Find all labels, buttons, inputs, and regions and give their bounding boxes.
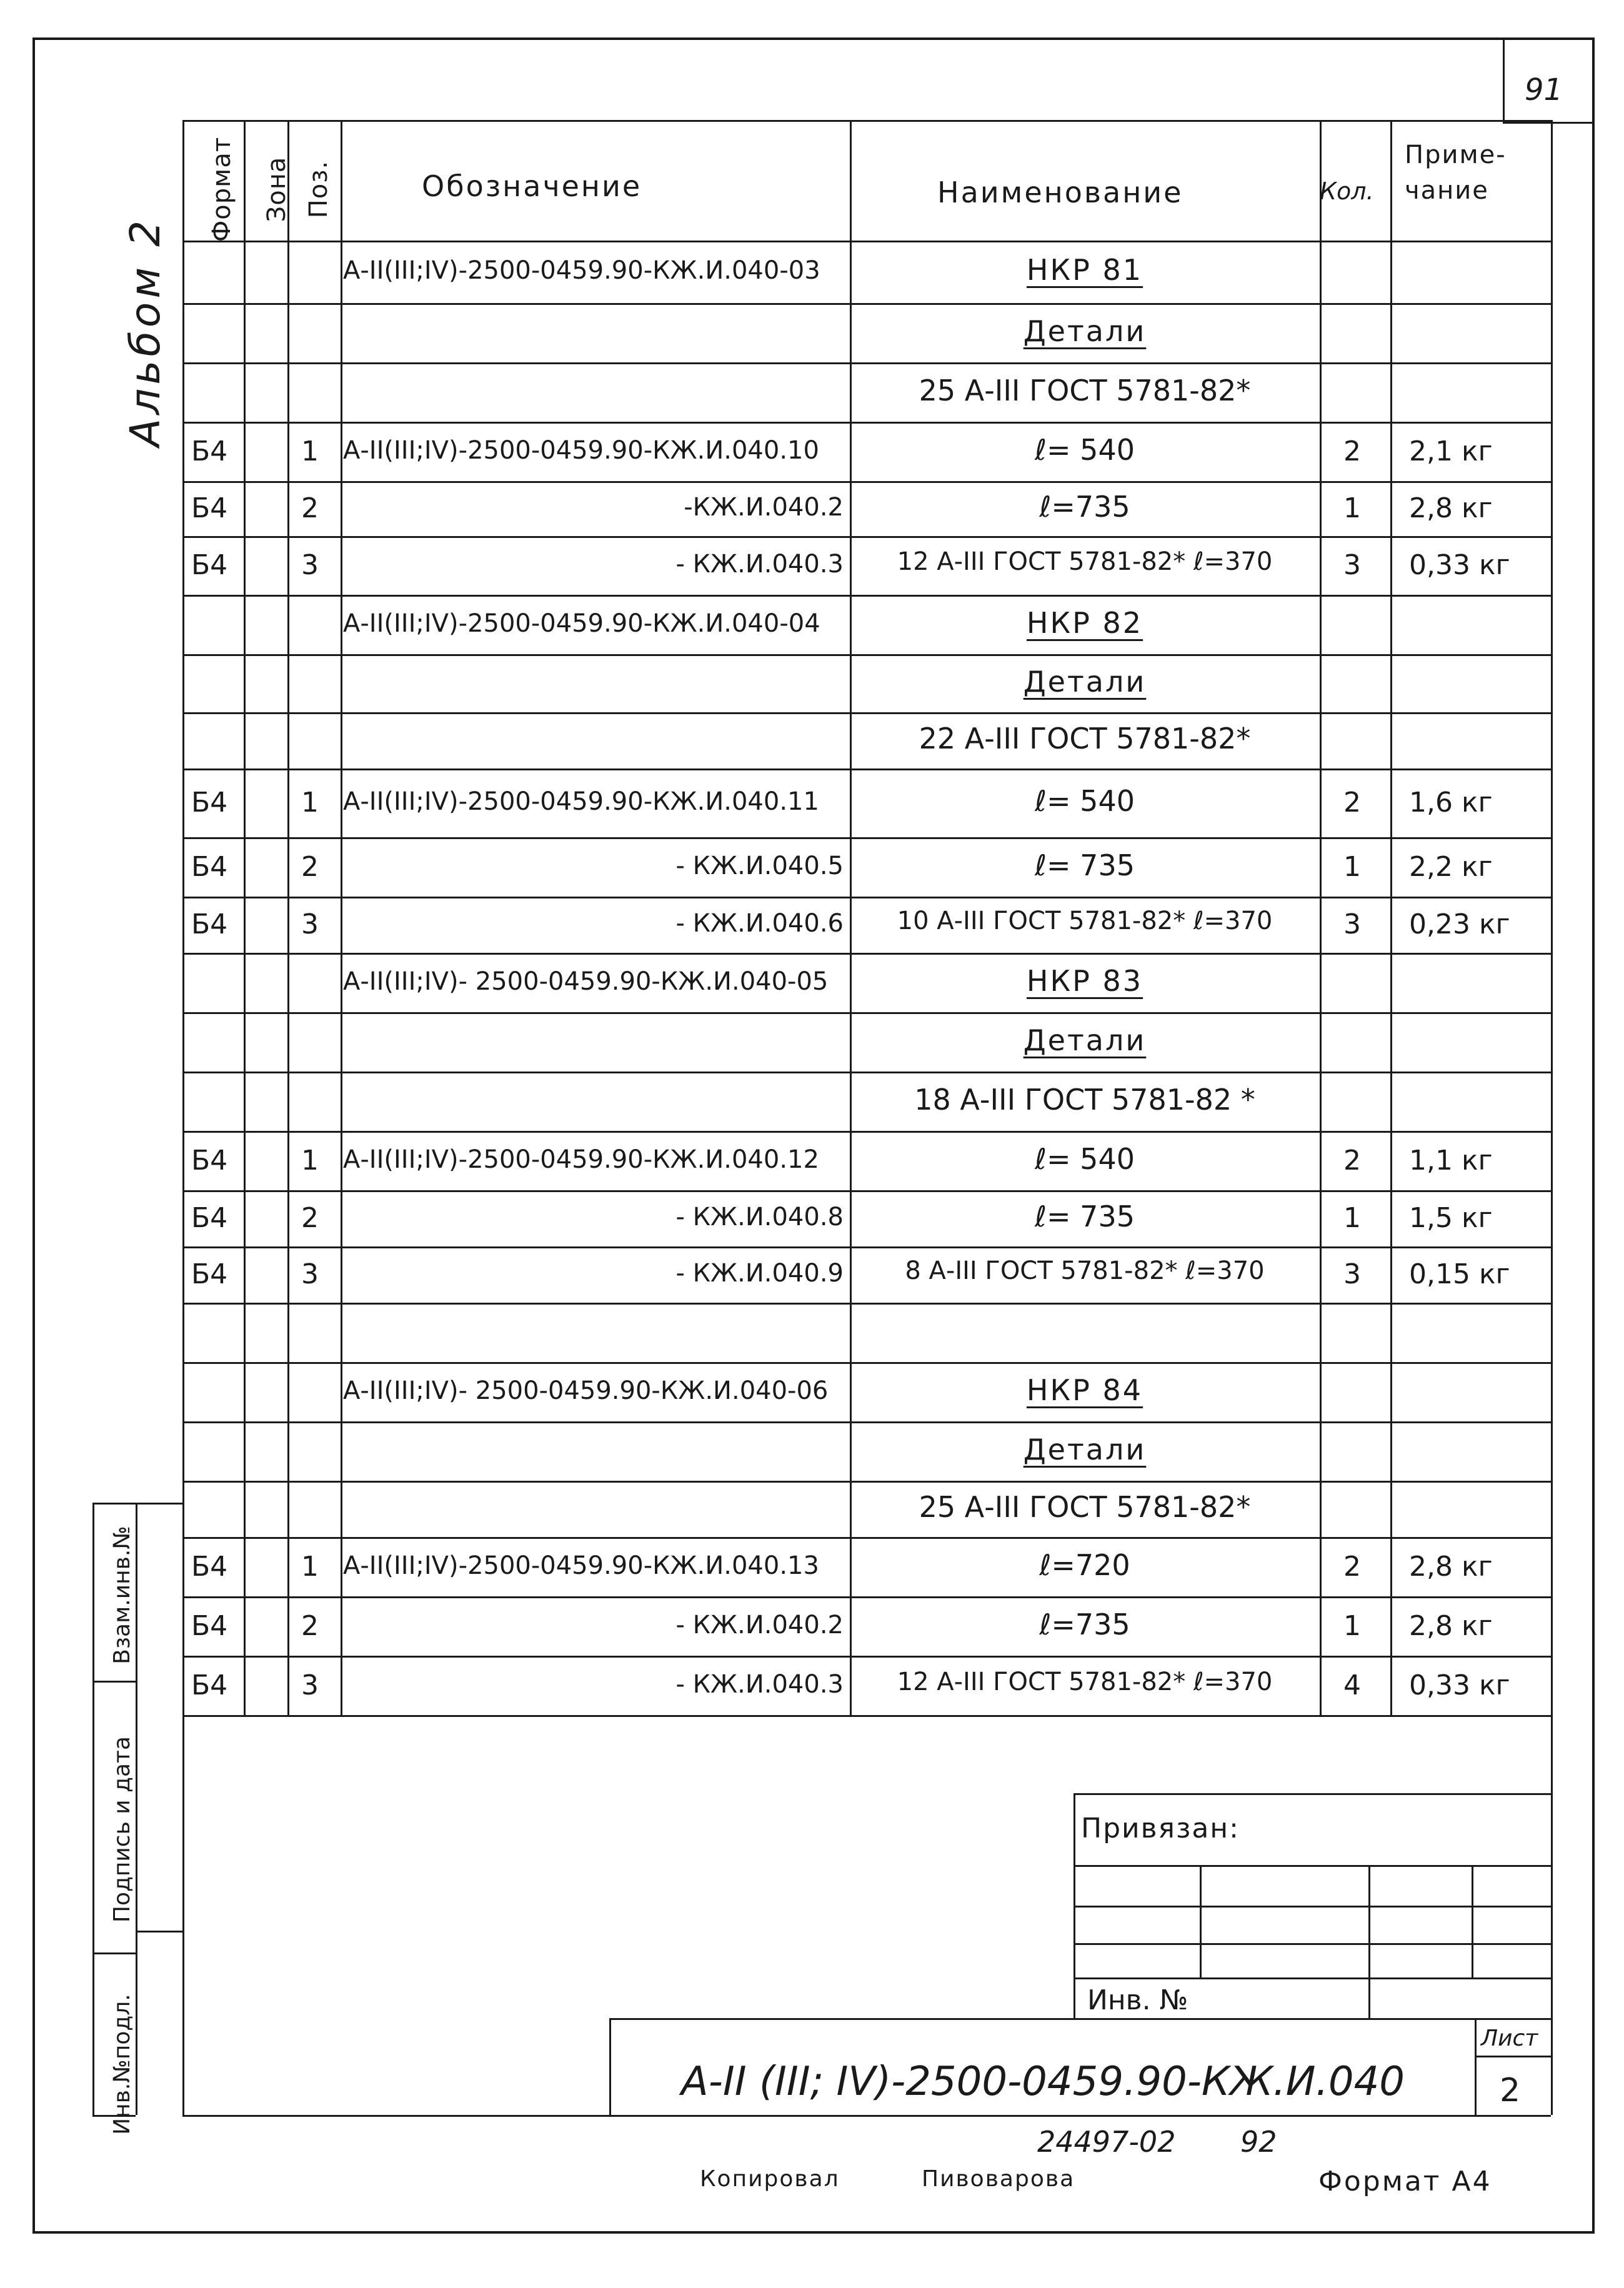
cell-designation: А-II(III;IV)-2500-0459.90-КЖ.И.040.12: [343, 1145, 819, 1174]
row-rule-10: [182, 897, 1551, 898]
row-rule-15: [182, 1190, 1551, 1192]
cell-name: ℓ=735: [1039, 1607, 1130, 1641]
cell-note: 0,23 кг: [1409, 908, 1510, 940]
cell-designation: А-II(III;IV)-2500-0459.90-КЖ.И.040.10: [343, 435, 819, 465]
column-rule-6: [1390, 120, 1392, 1715]
cell-name-heading: НКР 81: [1026, 253, 1143, 287]
privyazan-col-2: [1368, 1865, 1370, 2018]
cell-name: ℓ= 735: [1035, 848, 1135, 882]
cell-note: 0,33 кг: [1409, 549, 1510, 581]
row-rule-9: [182, 837, 1551, 839]
footer-copied: Копировал: [700, 2166, 840, 2192]
cell-name: ℓ= 540: [1035, 1142, 1135, 1176]
cell-name: 22 А-III ГОСТ 5781-82*: [919, 722, 1251, 755]
album-label: Альбом 2: [121, 216, 169, 447]
cell-name-heading: НКР 84: [1026, 1373, 1143, 1407]
row-rule-18: [182, 1362, 1551, 1364]
cell-designation: - КЖ.И.040.9: [675, 1259, 844, 1288]
column-rule-2: [287, 120, 289, 1715]
document-code: А-II (III; IV)-2500-0459.90-КЖ.И.040: [681, 2059, 1405, 2105]
side-stamp-div-2: [92, 1952, 136, 1954]
right-frame-continuation: [1551, 1715, 1553, 2115]
cell-name-heading: НКР 82: [1026, 605, 1143, 640]
cell-position: 2: [301, 850, 319, 883]
footer-format: Формат А4: [1318, 2166, 1492, 2197]
footer-order-number: 24497-02: [1037, 2125, 1176, 2159]
cell-note: 2,8 кг: [1409, 1609, 1493, 1642]
column-rule-3: [341, 120, 342, 1715]
cell-position: 1: [301, 787, 319, 818]
cell-designation: А-II(III;IV)- 2500-0459.90-КЖ.И.040-06: [343, 1376, 829, 1405]
cell-format: Б4: [191, 549, 228, 581]
header-designation: Обозначение: [422, 169, 642, 203]
cell-name: 12 А-III ГОСТ 5781-82* ℓ=370: [897, 547, 1273, 576]
cell-format: Б4: [191, 1144, 228, 1176]
cell-format: Б4: [191, 787, 228, 818]
cell-position: 2: [301, 1202, 319, 1234]
header-zone: Зона: [262, 156, 291, 222]
side-stamp-inner: [136, 1503, 137, 2115]
cell-format: Б4: [191, 435, 228, 467]
header-qty: Кол.: [1320, 177, 1374, 205]
row-rule-16: [182, 1246, 1551, 1248]
column-rule-4: [850, 120, 852, 1715]
cell-designation: - КЖ.И.040.3: [675, 550, 844, 579]
privyazan-col-3: [1472, 1865, 1473, 1977]
cell-position: 2: [301, 492, 319, 524]
row-rule-2: [182, 422, 1551, 424]
page-number-box-bottom: [1503, 122, 1593, 124]
cell-name: ℓ=735: [1039, 490, 1130, 524]
cell-name: ℓ=720: [1039, 1548, 1130, 1582]
cell-name-heading: Детали: [1023, 1432, 1147, 1466]
privyazan-col-1: [1200, 1865, 1202, 1977]
privyazan-rule-3: [1074, 1943, 1551, 1945]
column-rule-5: [1320, 120, 1322, 1715]
cell-name: ℓ= 735: [1035, 1200, 1135, 1233]
cell-name-heading: НКР 83: [1026, 963, 1143, 998]
cell-note: 1,1 кг: [1409, 1144, 1493, 1176]
row-rule-8: [182, 768, 1551, 770]
header-format: Формат: [207, 136, 236, 242]
privyazan-top: [1074, 1793, 1551, 1795]
header-pos: Поз.: [304, 160, 333, 219]
cell-note: 2,2 кг: [1409, 850, 1493, 883]
header-note-line2: чание: [1405, 176, 1489, 205]
cell-designation: А-II(III;IV)-2500-0459.90-КЖ.И.040-04: [343, 609, 820, 638]
cell-designation: -КЖ.И.040.2: [684, 493, 844, 522]
row-rule-21: [182, 1537, 1551, 1539]
cell-designation: А-II(III;IV)-2500-0459.90-КЖ.И.040.13: [343, 1551, 819, 1580]
form-bottom-rule: [182, 2115, 1551, 2117]
side-stamp-top: [92, 1503, 182, 1505]
cell-position: 3: [301, 549, 319, 581]
footer-order-sub: 92: [1240, 2125, 1277, 2159]
cell-designation: - КЖ.И.040.2: [675, 1610, 844, 1639]
row-rule-23: [182, 1656, 1551, 1658]
cell-position: 2: [301, 1609, 319, 1642]
header-name: Наименование: [937, 176, 1183, 209]
privyazan-rule-4: [1074, 1977, 1551, 1979]
cell-position: 3: [301, 908, 319, 940]
column-rule-1: [244, 120, 246, 1715]
privyazan-label: Привязан:: [1081, 1813, 1240, 1844]
cell-designation: - КЖ.И.040.8: [675, 1203, 844, 1231]
cell-note: 0,15 кг: [1409, 1258, 1510, 1290]
cell-format: Б4: [191, 1202, 228, 1234]
row-rule-5: [182, 595, 1551, 597]
table-top-rule: [182, 120, 1551, 122]
cell-format: Б4: [191, 1258, 228, 1290]
row-rule-4: [182, 536, 1551, 538]
privyazan-rule-1: [1074, 1865, 1551, 1867]
row-rule-14: [182, 1131, 1551, 1133]
row-rule-20: [182, 1481, 1551, 1483]
header-note-line1: Приме-: [1405, 141, 1507, 169]
cell-position: 1: [301, 1550, 319, 1583]
cell-quantity: 1: [1343, 1202, 1361, 1234]
cell-name: 10 А-III ГОСТ 5781-82* ℓ=370: [897, 907, 1273, 935]
cell-format: Б4: [191, 1550, 228, 1583]
cell-name: 25 А-III ГОСТ 5781-82*: [919, 373, 1251, 407]
cell-quantity: 3: [1343, 908, 1361, 940]
cell-quantity: 4: [1343, 1669, 1361, 1701]
sheet-label: Лист: [1481, 2026, 1538, 2051]
row-rule-3: [182, 481, 1551, 483]
cell-quantity: 1: [1343, 492, 1361, 524]
privyazan-rule-2: [1074, 1906, 1551, 1907]
cell-name-heading: Детали: [1023, 664, 1147, 699]
row-rule-1: [182, 362, 1551, 364]
cell-name: 25 А-III ГОСТ 5781-82*: [919, 1490, 1251, 1524]
row-rule-17: [182, 1303, 1551, 1305]
cell-quantity: 2: [1343, 1144, 1361, 1176]
page-number-box-left: [1503, 37, 1505, 122]
row-rule-12: [182, 1012, 1551, 1014]
cell-note: 1,5 кг: [1409, 1202, 1493, 1234]
cell-format: Б4: [191, 492, 228, 524]
cell-note: 2,1 кг: [1409, 435, 1493, 467]
title-top-rule: [609, 2018, 1551, 2020]
cell-note: 2,8 кг: [1409, 492, 1493, 524]
side-inv-podl: Инв.№подл.: [109, 1994, 135, 2135]
cell-position: 1: [301, 435, 319, 467]
page-number: 91: [1525, 72, 1563, 107]
cell-quantity: 2: [1343, 435, 1361, 467]
cell-name: 8 А-III ГОСТ 5781-82* ℓ=370: [905, 1256, 1265, 1285]
header-bottom-rule: [182, 241, 1551, 242]
cell-name: 12 А-III ГОСТ 5781-82* ℓ=370: [897, 1667, 1273, 1696]
row-rule-13: [182, 1072, 1551, 1073]
page-border: [32, 37, 1595, 2234]
side-vzam-inv: Взам.инв.№: [109, 1526, 135, 1664]
title-left: [609, 2018, 611, 2115]
side-stamp-left: [92, 1503, 94, 2115]
cell-note: 2,8 кг: [1409, 1550, 1493, 1583]
row-rule-6: [182, 654, 1551, 656]
cell-name-heading: Детали: [1023, 314, 1147, 348]
cell-quantity: 2: [1343, 787, 1361, 818]
column-rule-0: [182, 120, 184, 1715]
cell-name: 18 А-III ГОСТ 5781-82 *: [914, 1082, 1255, 1117]
sheet-number: 2: [1500, 2072, 1521, 2109]
cell-name: ℓ= 540: [1035, 784, 1135, 818]
footer-copier-name: Пивоварова: [922, 2166, 1075, 2192]
cell-format: Б4: [191, 908, 228, 940]
side-stamp-short-rule: [136, 1931, 182, 1932]
cell-name: ℓ= 540: [1035, 432, 1135, 467]
row-rule-0: [182, 303, 1551, 305]
title-sheet-divider: [1475, 2018, 1477, 2115]
cell-position: 3: [301, 1258, 319, 1290]
cell-designation: - КЖ.И.040.5: [675, 851, 844, 880]
cell-designation: - КЖ.И.040.3: [675, 1669, 844, 1699]
side-podpis-data: Подпись и дата: [109, 1736, 135, 1923]
cell-note: 1,6 кг: [1409, 787, 1493, 818]
cell-quantity: 2: [1343, 1550, 1361, 1583]
cell-format: Б4: [191, 1669, 228, 1701]
cell-quantity: 1: [1343, 1609, 1361, 1642]
cell-designation: - КЖ.И.040.6: [675, 909, 844, 938]
cell-designation: А-II(III;IV)-2500-0459.90-КЖ.И.040.11: [343, 787, 819, 816]
side-stamp-div-1: [92, 1681, 136, 1683]
cell-designation: А-II(III;IV)-2500-0459.90-КЖ.И.040-03: [343, 256, 820, 285]
cell-designation: А-II(III;IV)- 2500-0459.90-КЖ.И.040-05: [343, 967, 829, 996]
row-rule-7: [182, 712, 1551, 714]
cell-position: 3: [301, 1669, 319, 1701]
cell-position: 1: [301, 1144, 319, 1176]
title-sheet-rule: [1475, 2056, 1551, 2057]
row-rule-11: [182, 953, 1551, 955]
row-rule-24: [182, 1715, 1551, 1717]
cell-format: Б4: [191, 850, 228, 883]
cell-name-heading: Детали: [1023, 1023, 1147, 1057]
cell-quantity: 3: [1343, 549, 1361, 581]
side-stamp-bottom: [92, 2115, 136, 2117]
cell-note: 0,33 кг: [1409, 1669, 1510, 1701]
row-rule-19: [182, 1421, 1551, 1423]
cell-quantity: 1: [1343, 850, 1361, 883]
left-frame-continuation: [182, 1715, 184, 2115]
inv-no-label: Инв. №: [1087, 1984, 1188, 2016]
column-rule-7: [1551, 120, 1553, 1715]
cell-quantity: 3: [1343, 1258, 1361, 1290]
cell-format: Б4: [191, 1609, 228, 1642]
row-rule-22: [182, 1596, 1551, 1598]
